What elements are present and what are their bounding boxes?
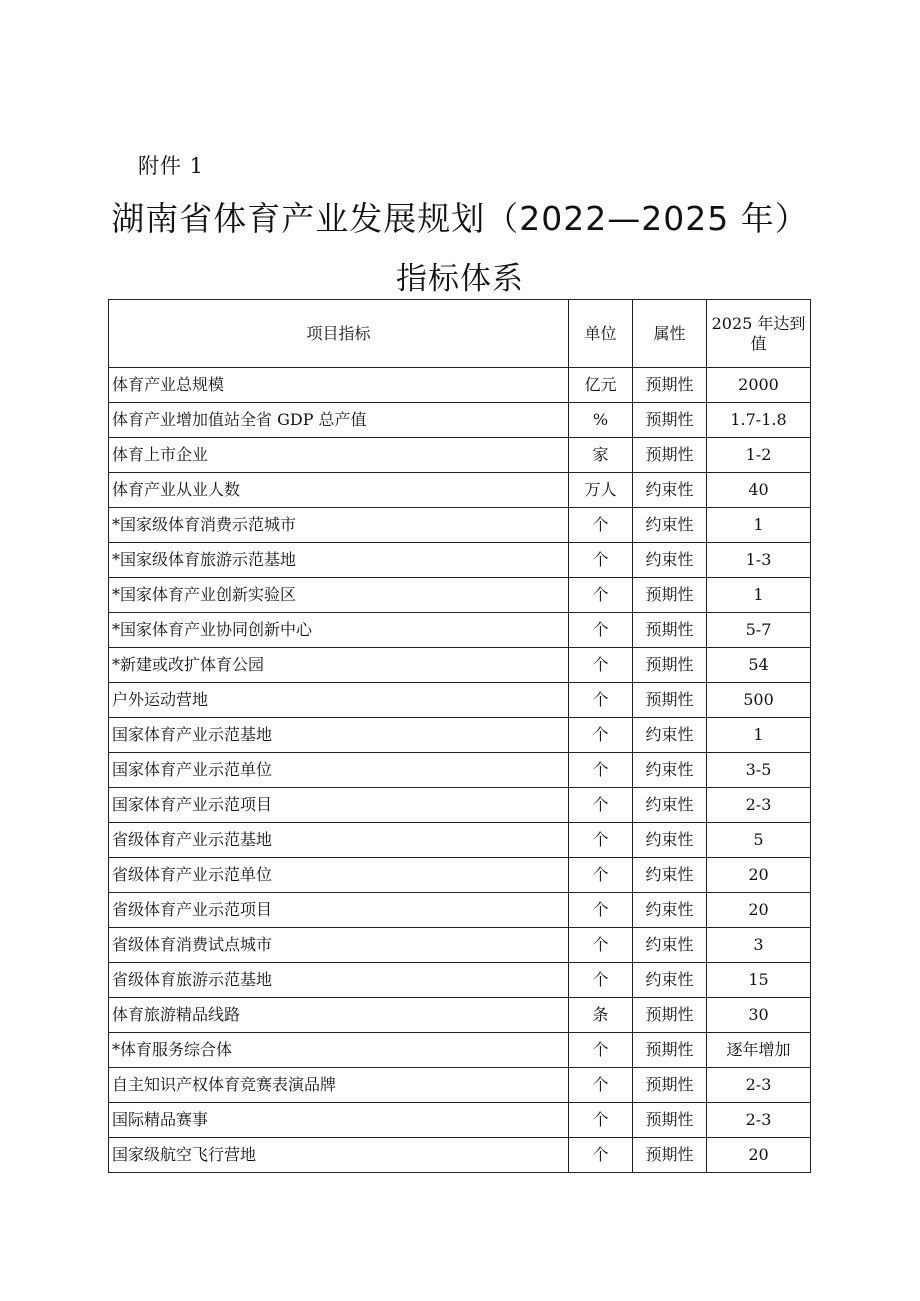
cell-item: *国家体育产业创新实验区 (109, 578, 569, 613)
cell-target: 20 (707, 858, 811, 893)
cell-unit: 个 (569, 928, 633, 963)
cell-unit: 个 (569, 543, 633, 578)
cell-target: 2-3 (707, 788, 811, 823)
cell-attribute: 预期性 (633, 648, 707, 683)
attachment-label: 附件 1 (138, 154, 205, 178)
cell-unit: 亿元 (569, 368, 633, 403)
cell-target: 500 (707, 683, 811, 718)
table-body (109, 368, 811, 1173)
document-subtitle: 指标体系 (396, 261, 524, 297)
cell-item: 国际精品赛事 (109, 1103, 569, 1138)
cell-target: 1.7-1.8 (707, 403, 811, 438)
cell-item: 体育产业总规模 (109, 368, 569, 403)
cell-attribute: 预期性 (633, 1068, 707, 1103)
header-target: 2025 年达到值 (707, 300, 811, 368)
cell-target: 2-3 (707, 1068, 811, 1103)
cell-target: 5-7 (707, 613, 811, 648)
table-row (109, 438, 811, 473)
cell-unit: 个 (569, 578, 633, 613)
table-row (109, 788, 811, 823)
cell-attribute: 预期性 (633, 998, 707, 1033)
cell-item: 体育产业增加值站全省 GDP 总产值 (109, 403, 569, 438)
table-header-row (109, 300, 811, 368)
cell-unit: 个 (569, 1103, 633, 1138)
cell-target: 20 (707, 1138, 811, 1173)
cell-unit: 家 (569, 438, 633, 473)
header-unit: 单位 (569, 300, 633, 368)
cell-attribute: 约束性 (633, 718, 707, 753)
cell-unit: 万人 (569, 473, 633, 508)
cell-target: 15 (707, 963, 811, 998)
cell-item: 省级体育旅游示范基地 (109, 963, 569, 998)
cell-attribute: 约束性 (633, 858, 707, 893)
cell-item: *国家级体育旅游示范基地 (109, 543, 569, 578)
document-title: 湖南省体育产业发展规划（2022—2025 年） (111, 199, 809, 238)
cell-target: 40 (707, 473, 811, 508)
cell-target: 5 (707, 823, 811, 858)
table-row (109, 1068, 811, 1103)
cell-unit: 个 (569, 718, 633, 753)
cell-attribute: 预期性 (633, 1103, 707, 1138)
cell-unit: 个 (569, 508, 633, 543)
cell-target: 3-5 (707, 753, 811, 788)
cell-item: 自主知识产权体育竞赛表演品牌 (109, 1068, 569, 1103)
cell-attribute: 预期性 (633, 368, 707, 403)
cell-unit: 个 (569, 858, 633, 893)
header-attribute: 属性 (633, 300, 707, 368)
cell-item: 国家体育产业示范单位 (109, 753, 569, 788)
cell-item: 省级体育产业示范单位 (109, 858, 569, 893)
cell-item: 户外运动营地 (109, 683, 569, 718)
table-row (109, 823, 811, 858)
table-row (109, 1138, 811, 1173)
cell-unit: 个 (569, 1068, 633, 1103)
table-row (109, 613, 811, 648)
cell-item: 体育产业从业人数 (109, 473, 569, 508)
header-item: 项目指标 (109, 300, 569, 368)
cell-item: 体育旅游精品线路 (109, 998, 569, 1033)
cell-attribute: 约束性 (633, 823, 707, 858)
cell-item: *新建或改扩体育公园 (109, 648, 569, 683)
cell-target: 1-3 (707, 543, 811, 578)
cell-target: 1 (707, 578, 811, 613)
cell-attribute: 预期性 (633, 403, 707, 438)
table-row (109, 1103, 811, 1138)
cell-target: 逐年增加 (707, 1033, 811, 1068)
cell-attribute: 约束性 (633, 473, 707, 508)
cell-target: 1 (707, 718, 811, 753)
cell-item: *体育服务综合体 (109, 1033, 569, 1068)
cell-attribute: 预期性 (633, 438, 707, 473)
cell-item: 国家体育产业示范项目 (109, 788, 569, 823)
table-row (109, 543, 811, 578)
cell-unit: % (569, 403, 633, 438)
cell-target: 2000 (707, 368, 811, 403)
table-row (109, 648, 811, 683)
cell-unit: 个 (569, 648, 633, 683)
table-row (109, 718, 811, 753)
table-row (109, 473, 811, 508)
cell-attribute: 约束性 (633, 928, 707, 963)
table-row (109, 963, 811, 998)
cell-item: 体育上市企业 (109, 438, 569, 473)
table-row (109, 753, 811, 788)
cell-unit: 个 (569, 613, 633, 648)
cell-unit: 个 (569, 788, 633, 823)
cell-target: 2-3 (707, 1103, 811, 1138)
cell-item: 省级体育产业示范项目 (109, 893, 569, 928)
cell-target: 30 (707, 998, 811, 1033)
cell-attribute: 预期性 (633, 578, 707, 613)
table-row (109, 858, 811, 893)
indicator-table (108, 299, 811, 1173)
cell-unit: 个 (569, 893, 633, 928)
cell-target: 3 (707, 928, 811, 963)
cell-target: 1-2 (707, 438, 811, 473)
cell-attribute: 约束性 (633, 893, 707, 928)
cell-target: 20 (707, 893, 811, 928)
table-row (109, 998, 811, 1033)
cell-unit: 个 (569, 963, 633, 998)
cell-unit: 个 (569, 1033, 633, 1068)
table-row (109, 1033, 811, 1068)
table-row (109, 508, 811, 543)
cell-item: 国家体育产业示范基地 (109, 718, 569, 753)
cell-unit: 个 (569, 823, 633, 858)
table-row (109, 683, 811, 718)
cell-item: *国家级体育消费示范城市 (109, 508, 569, 543)
cell-attribute: 约束性 (633, 963, 707, 998)
table-row (109, 403, 811, 438)
cell-item: 国家级航空飞行营地 (109, 1138, 569, 1173)
cell-attribute: 预期性 (633, 613, 707, 648)
cell-unit: 个 (569, 1138, 633, 1173)
cell-target: 1 (707, 508, 811, 543)
table-row (109, 578, 811, 613)
cell-attribute: 约束性 (633, 508, 707, 543)
cell-attribute: 约束性 (633, 753, 707, 788)
cell-attribute: 预期性 (633, 1138, 707, 1173)
table-row (109, 893, 811, 928)
cell-item: 省级体育产业示范基地 (109, 823, 569, 858)
cell-attribute: 约束性 (633, 788, 707, 823)
cell-item: 省级体育消费试点城市 (109, 928, 569, 963)
table-row (109, 368, 811, 403)
cell-unit: 个 (569, 683, 633, 718)
cell-target: 54 (707, 648, 811, 683)
cell-unit: 条 (569, 998, 633, 1033)
cell-attribute: 预期性 (633, 683, 707, 718)
cell-item: *国家体育产业协同创新中心 (109, 613, 569, 648)
cell-unit: 个 (569, 753, 633, 788)
cell-attribute: 预期性 (633, 1033, 707, 1068)
table-row (109, 928, 811, 963)
cell-attribute: 约束性 (633, 543, 707, 578)
